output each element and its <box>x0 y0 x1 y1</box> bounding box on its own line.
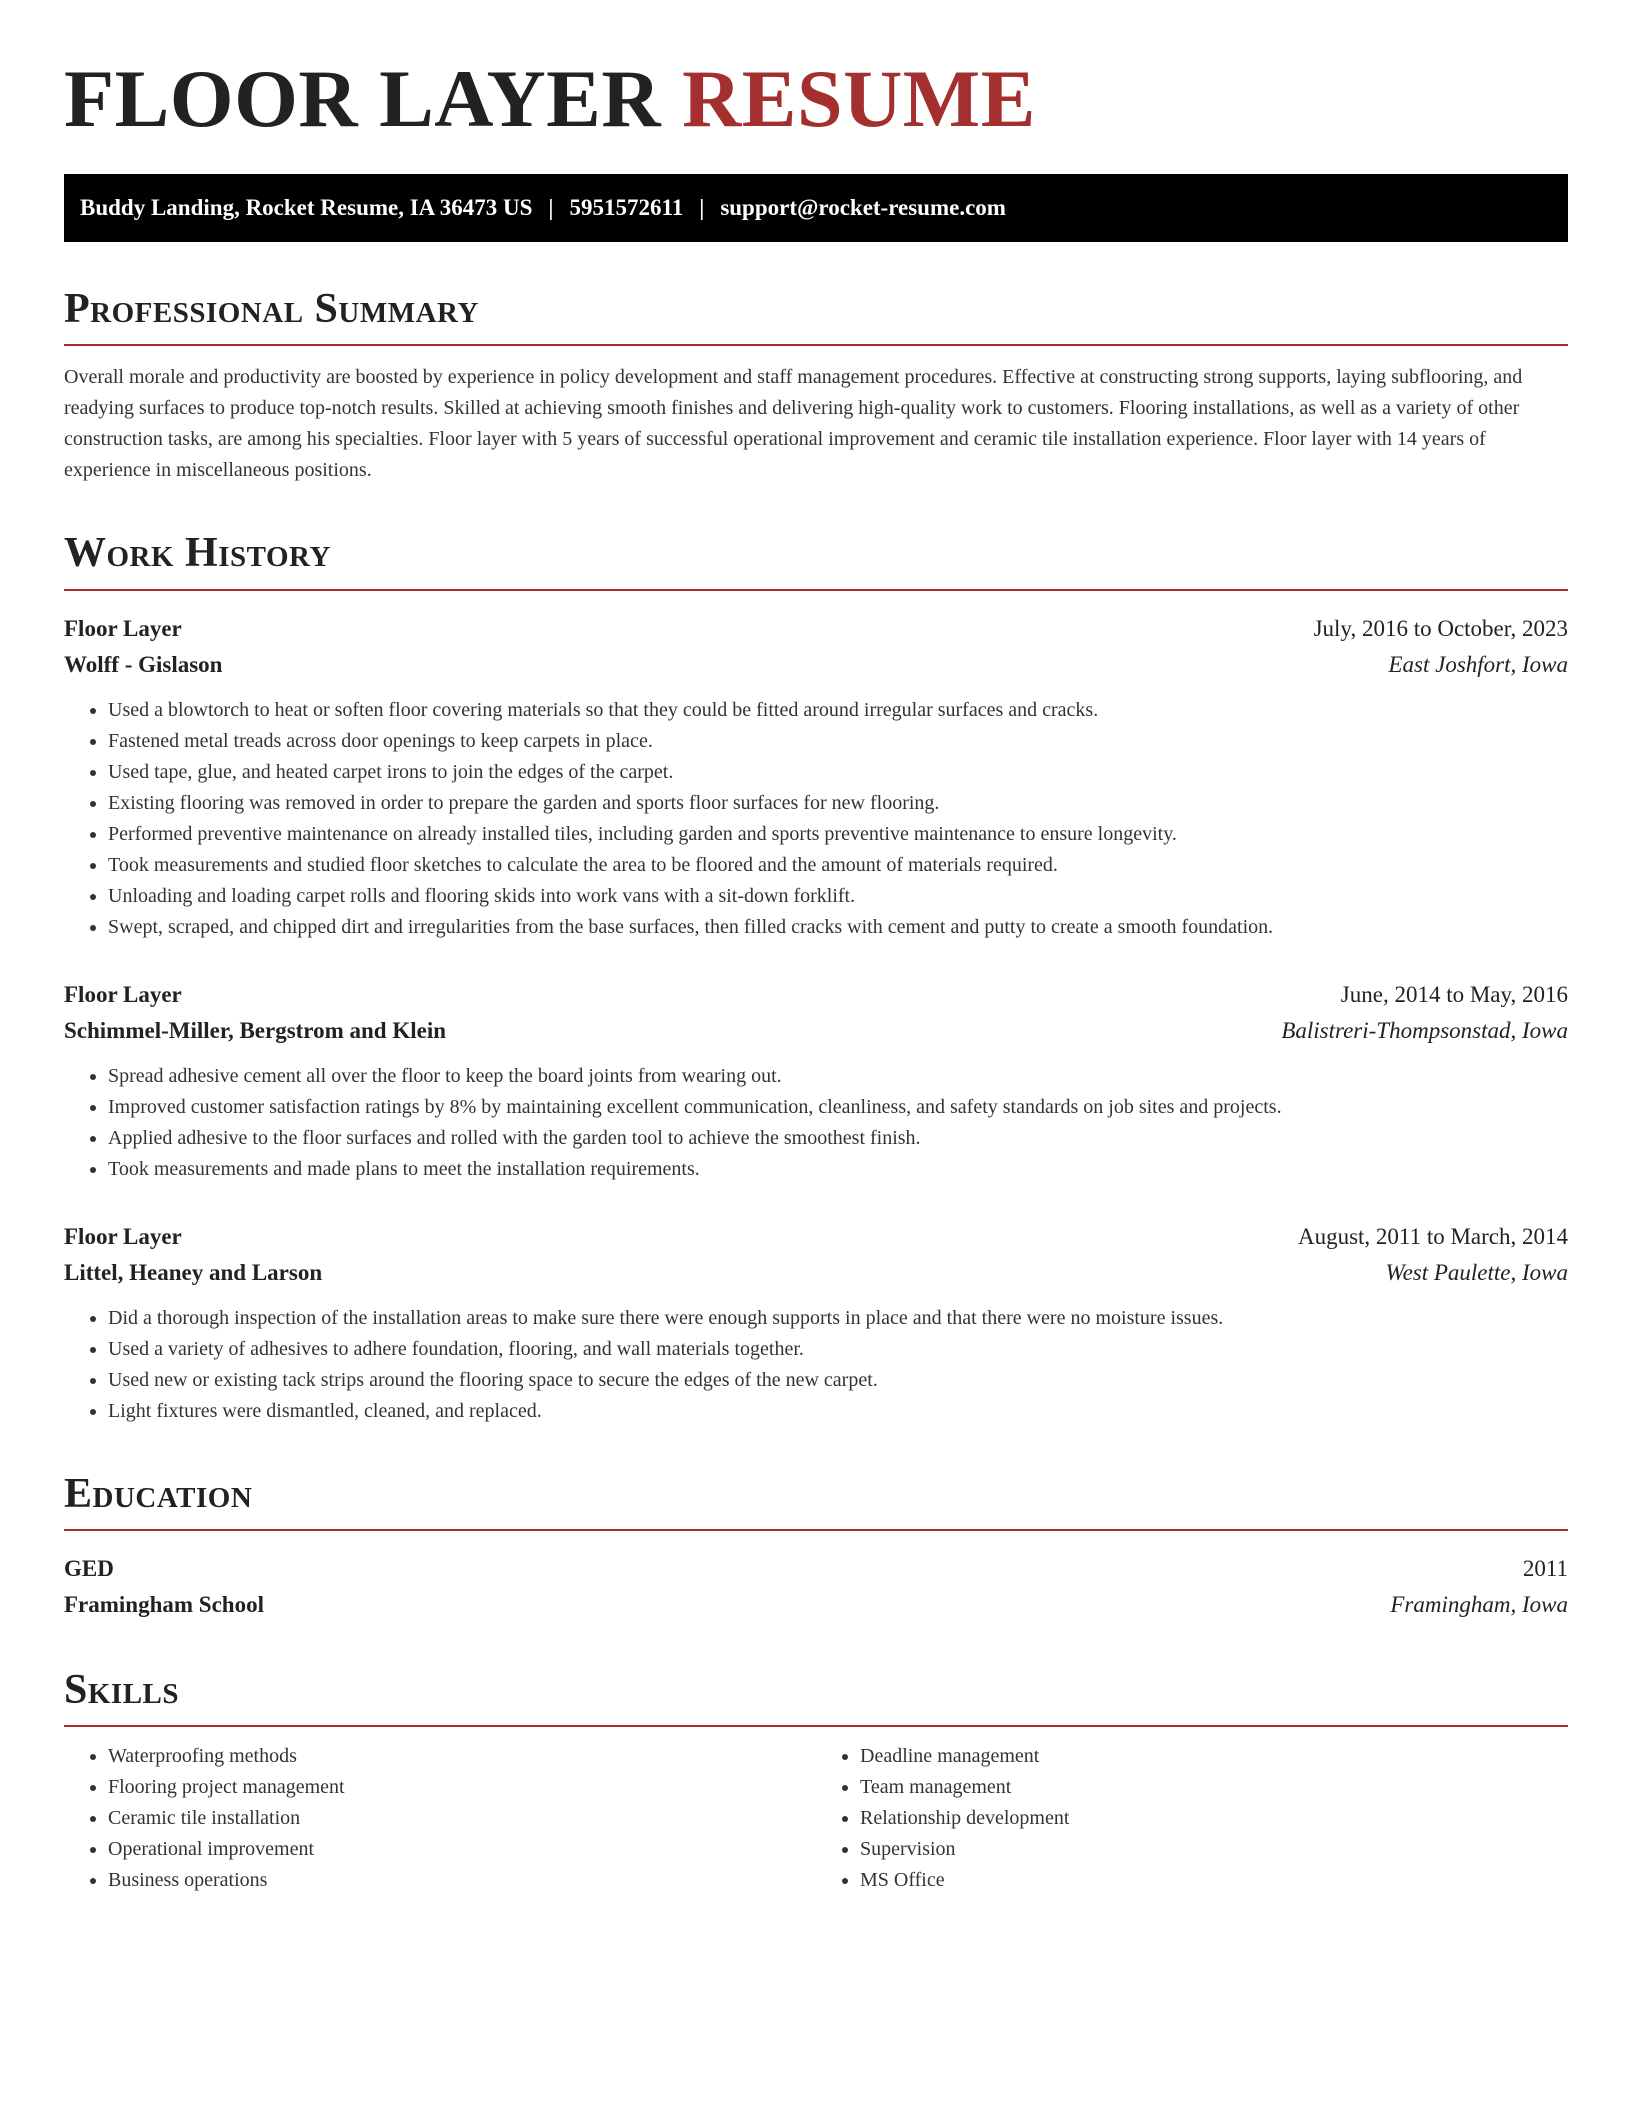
job-bullets <box>64 1061 1568 1185</box>
title-accent: RESUME <box>682 53 1036 144</box>
skills-list <box>816 1741 1568 1896</box>
job-entry <box>64 977 1568 1185</box>
work-history-section <box>64 530 1568 1426</box>
education-entry <box>64 1551 1568 1623</box>
job-company-row <box>64 647 1568 683</box>
job-company: Schimmel-Miller, Bergstrom and Klein <box>64 1017 447 1043</box>
job-bullet: • Improved customer satisfaction ratings by 8% by maintaining excellent communication, cleanliness, and safety standards on job sites and projects. <box>108 1092 1568 1123</box>
job-bullet: • Used a variety of adhesives to adhere foundation, flooring, and wall materials together. <box>108 1334 1568 1365</box>
work-history-heading: Work History <box>64 530 1568 590</box>
skill-item: • MS Office <box>860 1865 1568 1896</box>
skill-item: • Business operations <box>108 1865 816 1896</box>
job-company-row <box>64 1255 1568 1291</box>
skills-columns <box>64 1741 1568 1896</box>
job-location: Balistreri-Thompsonstad, Iowa <box>1281 1017 1568 1043</box>
job-bullet: • Unloading and loading carpet rolls and flooring skids into work vans with a sit-down forklift. <box>108 881 1568 912</box>
education-school-row <box>64 1587 1568 1623</box>
job-title: Floor Layer <box>64 981 182 1007</box>
skills-heading: Skills <box>64 1667 1568 1727</box>
contact-email: support@rocket-resume.com <box>720 195 1006 221</box>
education-location: Framingham, Iowa <box>1390 1591 1568 1617</box>
job-bullet: • Did a thorough inspection of the installation areas to make sure there were enough supports in place and that there were no moisture issues. <box>108 1303 1568 1334</box>
job-bullets <box>64 1303 1568 1427</box>
skill-item: • Waterproofing methods <box>108 1741 816 1772</box>
contact-separator: | <box>699 195 705 221</box>
education-school: Framingham School <box>64 1591 264 1617</box>
education-year: 2011 <box>1522 1555 1568 1581</box>
job-header-row <box>64 1219 1568 1255</box>
job-bullet: • Existing flooring was removed in order to prepare the garden and sports floor surfaces for new flooring. <box>108 788 1568 819</box>
job-bullet: • Used new or existing tack strips around the flooring space to secure the edges of the new carpet. <box>108 1365 1568 1396</box>
job-dates: August, 2011 to March, 2014 <box>1297 1223 1568 1249</box>
skill-item: • Ceramic tile installation <box>108 1803 816 1834</box>
job-title: Floor Layer <box>64 615 182 641</box>
skills-section <box>64 1667 1568 1896</box>
job-location: East Joshfort, Iowa <box>1388 651 1568 677</box>
job-title: Floor Layer <box>64 1223 182 1249</box>
job-bullet: • Applied adhesive to the floor surfaces and rolled with the garden tool to achieve the smoothest finish. <box>108 1123 1568 1154</box>
resume-title <box>64 52 1568 146</box>
education-section <box>64 1471 1568 1623</box>
job-company-row <box>64 1013 1568 1049</box>
education-heading: Education <box>64 1471 1568 1531</box>
job-bullet: • Spread adhesive cement all over the floor to keep the board joints from wearing out. <box>108 1061 1568 1092</box>
summary-heading: Professional Summary <box>64 286 1568 346</box>
job-bullet: • Used a blowtorch to heat or soften floor covering materials so that they could be fitted around irregular surfaces and cracks. <box>108 695 1568 726</box>
contact-phone: 5951572611 <box>569 195 684 221</box>
job-bullets <box>64 695 1568 943</box>
job-entry <box>64 1219 1568 1427</box>
job-bullet: • Light fixtures were dismantled, cleaned, and replaced. <box>108 1396 1568 1427</box>
job-bullet: • Used tape, glue, and heated carpet irons to join the edges of the carpet. <box>108 757 1568 788</box>
job-company: Wolff - Gislason <box>64 651 223 677</box>
skill-item: • Team management <box>860 1772 1568 1803</box>
job-header-row <box>64 611 1568 647</box>
title-main: FLOOR LAYER <box>64 53 662 144</box>
education-degree-row <box>64 1551 1568 1587</box>
skills-column-right <box>816 1741 1568 1896</box>
job-company: Littel, Heaney and Larson <box>64 1259 323 1285</box>
job-dates: July, 2016 to October, 2023 <box>1313 615 1568 641</box>
job-dates: June, 2014 to May, 2016 <box>1340 981 1568 1007</box>
skill-item: • Operational improvement <box>108 1834 816 1865</box>
job-bullet: • Performed preventive maintenance on already installed tiles, including garden and sports preventive maintenance to ensure longevity. <box>108 819 1568 850</box>
job-location: West Paulette, Iowa <box>1385 1259 1568 1285</box>
skill-item: • Deadline management <box>860 1741 1568 1772</box>
job-bullet: • Fastened metal treads across door openings to keep carpets in place. <box>108 726 1568 757</box>
job-bullet: • Took measurements and made plans to meet the installation requirements. <box>108 1154 1568 1185</box>
job-header-row <box>64 977 1568 1013</box>
skills-list <box>64 1741 816 1896</box>
contact-address: Buddy Landing, Rocket Resume, IA 36473 US <box>80 195 533 221</box>
summary-text: Overall morale and productivity are boosted by experience in policy development and staff management procedures. Effective at constructing strong supports, laying subflooring, and readying surfaces to produce top-notch results. Skilled at achieving smooth finishes and delivering high-quality work to customers. Flooring installations, as well as a variety of other construction tasks, are among his specialties. Floor layer with 5 years of successful operational improvement and ceramic tile installation experience. Floor layer with 14 years of experience in miscellaneous positions. <box>64 366 1523 482</box>
skill-item: • Relationship development <box>860 1803 1568 1834</box>
education-degree: GED <box>64 1555 114 1581</box>
job-bullet: • Swept, scraped, and chipped dirt and irregularities from the base surfaces, then filled cracks with cement and putty to create a smooth foundation. <box>108 912 1568 943</box>
contact-separator: | <box>548 195 554 221</box>
skills-column-left <box>64 1741 816 1896</box>
job-entry <box>64 611 1568 943</box>
contact-bar <box>64 174 1568 242</box>
skill-item: • Supervision <box>860 1834 1568 1865</box>
job-bullet: • Took measurements and studied floor sketches to calculate the area to be floored and the amount of materials required. <box>108 850 1568 881</box>
summary-section <box>64 286 1568 486</box>
skill-item: • Flooring project management <box>108 1772 816 1803</box>
